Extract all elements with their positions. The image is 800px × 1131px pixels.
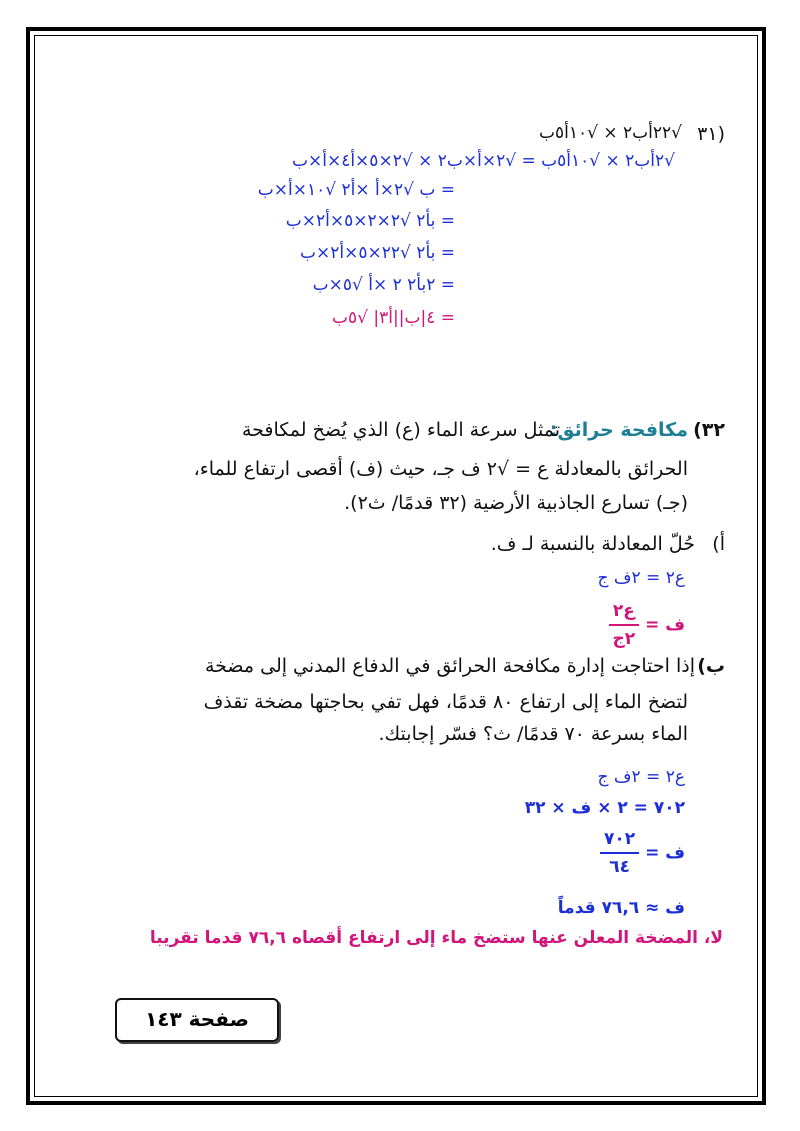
q31-step6: = ٤|ب||أ٣| √٥ب: [332, 308, 455, 328]
part-a-label: أ): [712, 533, 725, 555]
page-number: صفحة ١٤٣: [145, 1007, 249, 1031]
part-b-numerator: ٧٠٢: [600, 826, 639, 854]
q31-step5: = ٢بأ٢ ٢ ×أ √٥×ب: [312, 275, 455, 295]
part-b-text-line2: لتضخ الماء إلى ارتفاع ٨٠ قدمًا، فهل تفي بحاجتها مضخة تقذف: [203, 691, 688, 713]
part-b-eq2: ٧٠٢ = ٢ × ف × ٣٢: [524, 798, 685, 818]
conclusion-text: لا، المضخة المعلن عنها ستضخ ماء إلى ارتفاع أقصاه ٧٦,٦ قدما تقريبا: [149, 928, 723, 948]
q31-step2: = ب √٢×أ ×أ٢ √١٠×أ×ب: [257, 180, 455, 200]
part-b-eq4: ف ≈ ٧٦,٦ قدماً: [557, 898, 685, 918]
q31-number: (٣١: [697, 123, 725, 145]
part-a-eq2: [609, 598, 686, 652]
conclusion: [150, 928, 723, 948]
part-b-text-line3: الماء بسرعة ٧٠ قدمًا/ ث؟ فسّر إجابتك.: [378, 723, 688, 745]
part-b-text-line1: إذا احتاجت إدارة مكافحة الحرائق في الدفاع المدني إلى مضخة: [204, 655, 695, 677]
part-a-numerator: ع٢: [609, 598, 640, 626]
part-b-eq3: [600, 826, 685, 880]
q31-expression: √٢٢أب٢ × √١٠أ٥ب: [538, 123, 682, 143]
q32-number: ٣٢): [693, 419, 725, 441]
part-a-eq1: ع٢ = ٢ف ج: [597, 568, 685, 588]
q31-step1: √٢أب٢ × √١٠أ٥ب = √٢×أ×ب٢ × √٢×٥×أ٤×أ×ب: [291, 151, 675, 171]
page-number-box: [115, 998, 279, 1042]
part-b-label: ب): [697, 655, 725, 677]
part-b-eq1: ع٢ = ٢ف ج: [597, 767, 685, 787]
part-a-text: حُلّ المعادلة بالنسبة لـ ف.: [490, 533, 695, 555]
q32-text-line1: تمثل سرعة الماء (ع) الذي يُضخ لمكافحة: [241, 419, 560, 441]
q31-step4: = بأ٢ √٢٢×٥×أ٢×ب: [300, 243, 455, 263]
part-a-denominator: ٢ج: [612, 629, 636, 649]
part-a-f: ف =: [645, 615, 685, 635]
q32-text-line3: (جـ) تسارع الجاذبية الأرضية (٣٢ قدمًا/ ث٢).: [344, 492, 688, 514]
q32-text-line2: الحرائق بالمعادلة ع = √٢ ف جـ، حيث (ف) أقصى ارتفاع للماء،: [193, 458, 688, 480]
q31-step3: = بأ٢ √٢×٢×٥×أ٢×ب: [285, 211, 455, 231]
q32-title: مكافحة حرائق:: [549, 419, 688, 441]
part-b-denominator: ٦٤: [609, 857, 630, 877]
part-b-f: ف =: [645, 843, 685, 863]
